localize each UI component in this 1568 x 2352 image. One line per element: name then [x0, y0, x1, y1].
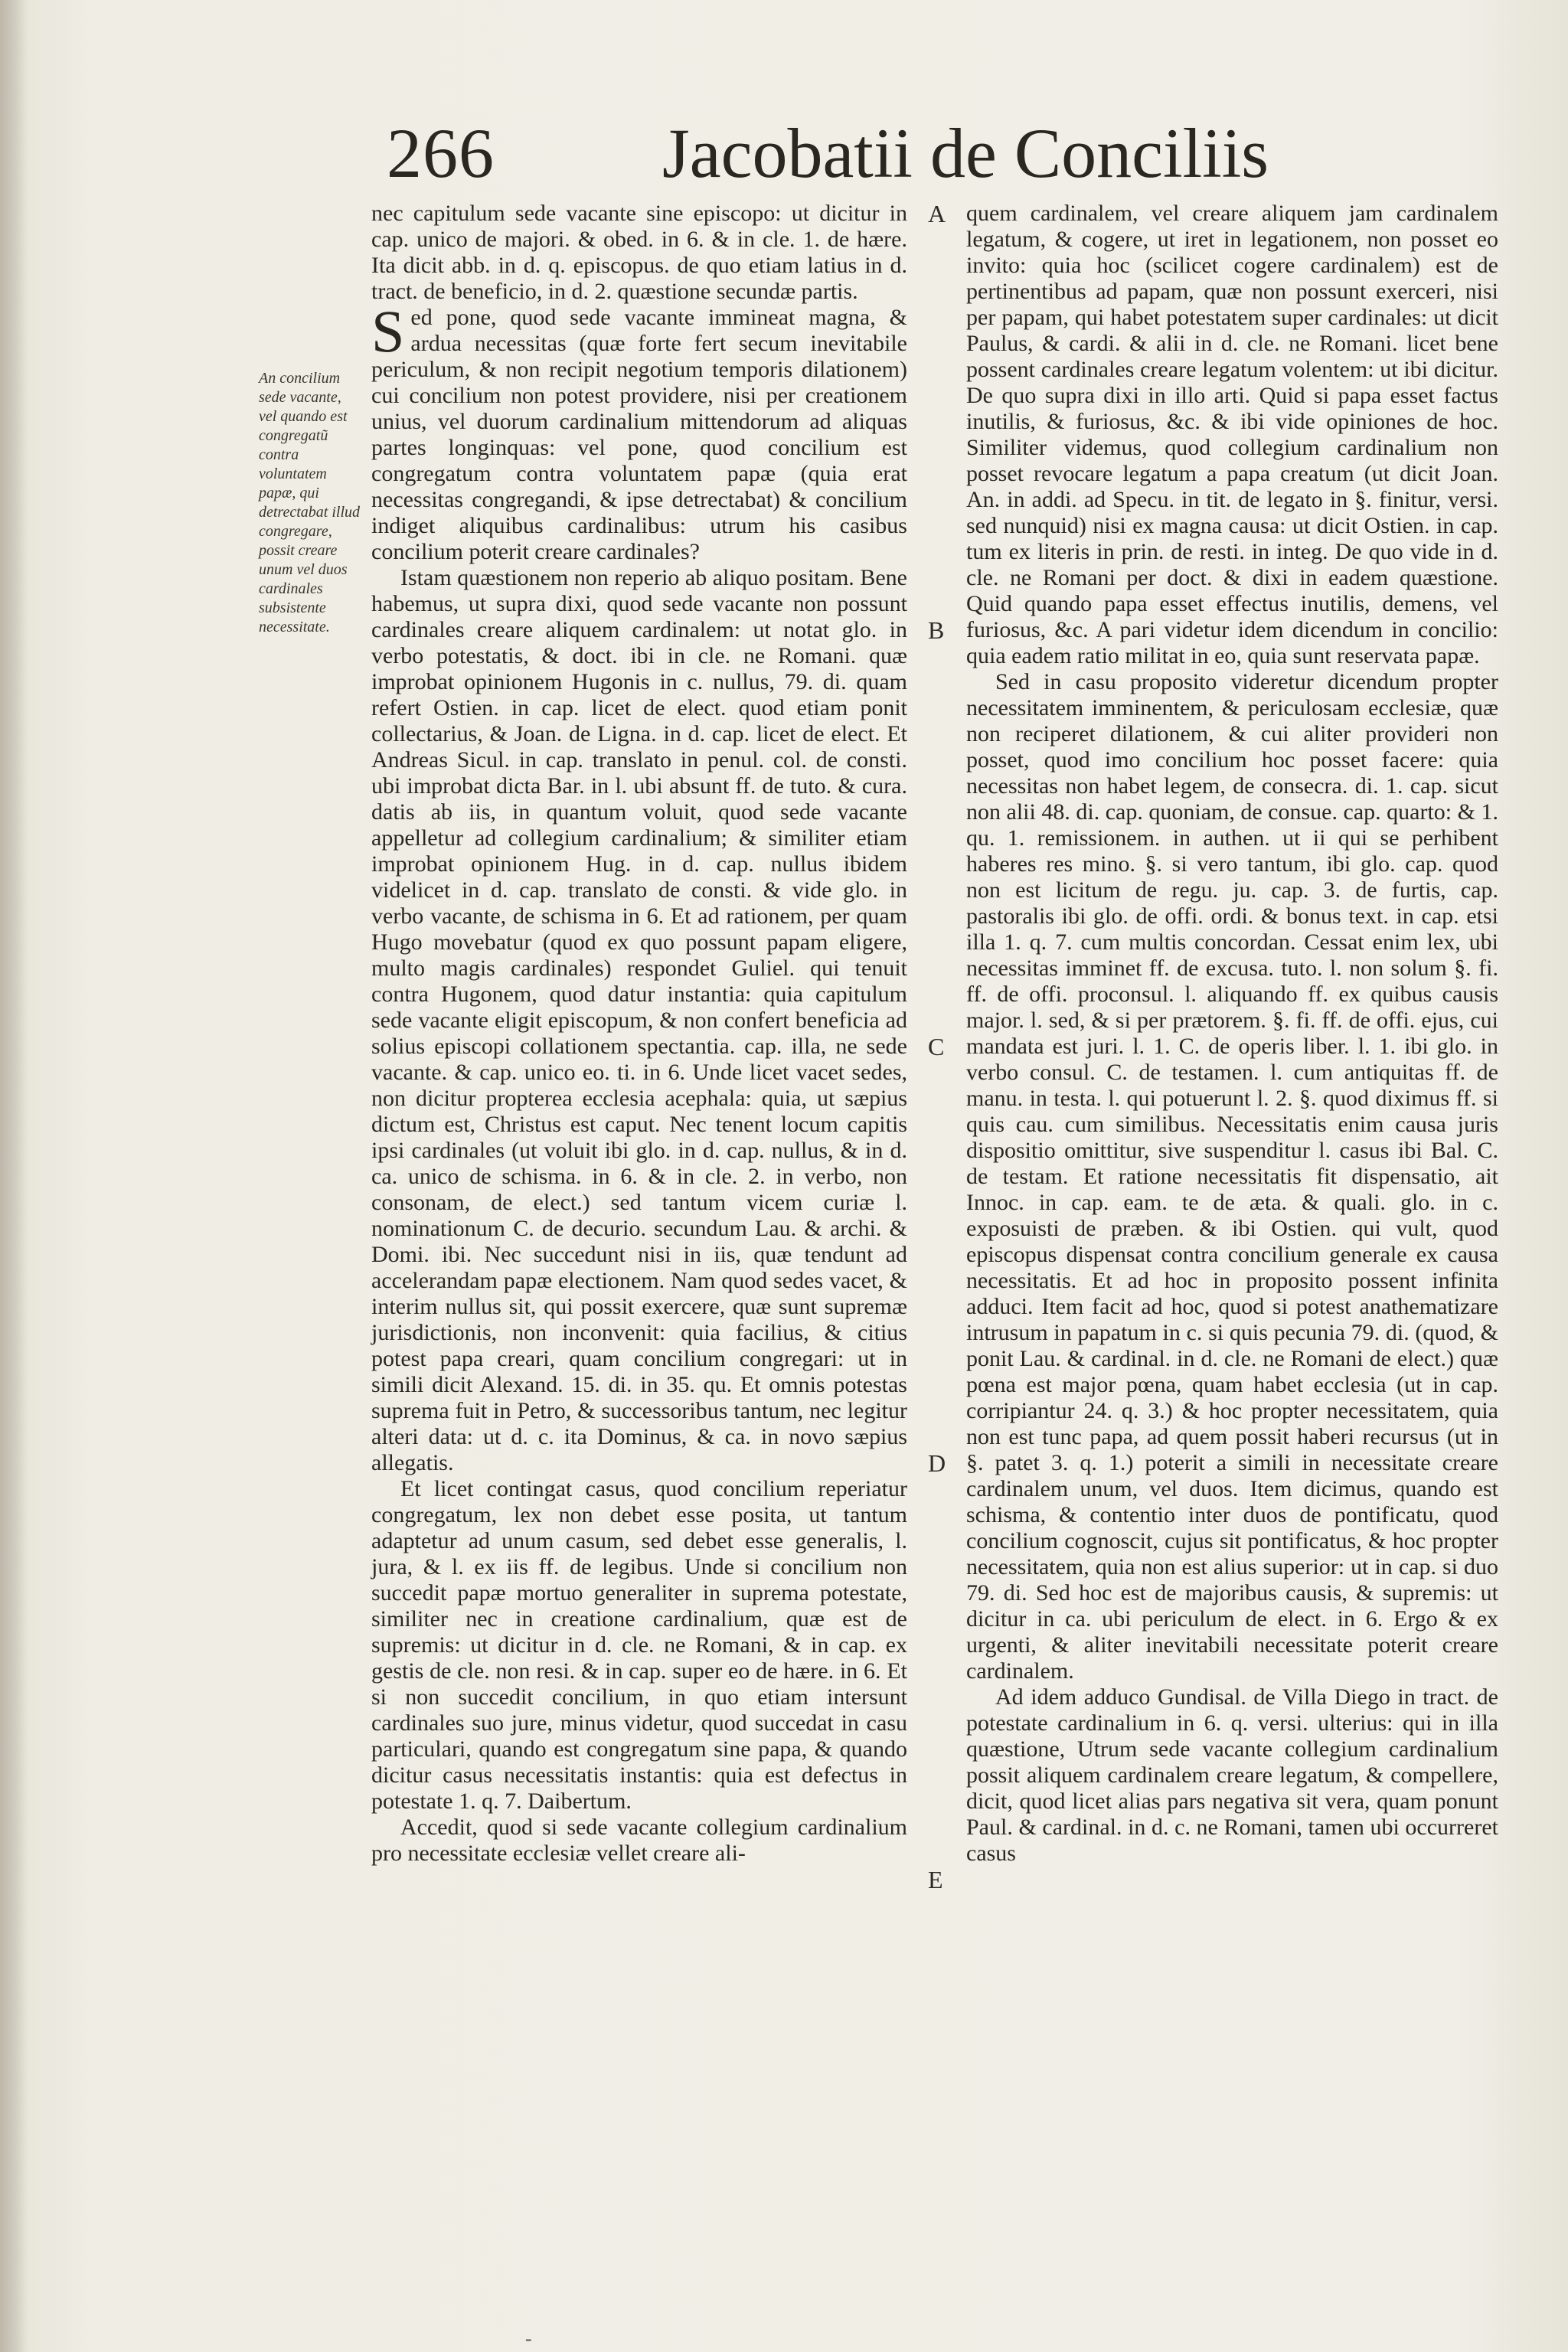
right-column [966, 201, 1498, 1867]
section-letter-b: B [928, 616, 945, 644]
section-letter-d: D [928, 1449, 946, 1477]
paragraph-with-initial [371, 298, 907, 565]
margin-note: An concilium sede vacante, vel quando est congregatũ contra voluntatem papæ, qui detrectabat illud congregare, possit creare unum vel duos cardinales subsistente necessitate. [259, 370, 361, 635]
left-column [371, 201, 907, 1867]
section-letter-a: A [928, 200, 946, 227]
paragraph: Et licet contingat casus, quod concilium reperiatur congregatum, lex non debet esse posita, ut tantum adaptetur ad unum casum, sed debet esse generalis, l. jura, & l. ex iis ff. de legibus. Unde si concilium non succedit papæ mortuo generaliter in suprema potestate, similiter nec in creatione cardinalium, quæ est de supremis: ut dicitur in d. cle. ne Romani, & in cap. ex gestis de cle. non resi. & in cap. super eo de hære. in 6. Et si non succedit concilium, in quo etiam intersunt cardinales suo jure, minus videtur, quod succedat in casu particulari, quando est congregatum sine papa, & quando dicitur casus necessitatis instantis: quia est defectus in potestate 1. q. 7. Daibertum. [371, 1476, 907, 1814]
running-title: Jacobatii de Conciliis [662, 114, 1269, 192]
drop-cap: S [371, 298, 405, 364]
paragraph-text: ed pone, quod sede vacante immineat magna, & ardua necessitas (quæ forte fert secum inevitabile periculum, & non recipit negotium temporis dilationem) cui concilium non potest providere, nisi per creationem unius, vel duorum cardinalium mittendorum ad aliquas partes longinquas: vel pone, quod concilium est congregatum contra voluntatem papæ (quia erat necessitas congregandi, & ipse detrectabat) & concilium indiget aliquibus cardinalibus: utrum his casibus concilium poterit creare cardinales? [371, 305, 907, 564]
section-letter-c: C [928, 1033, 945, 1060]
paragraph: nec capitulum sede vacante sine episcopo: ut dicitur in cap. unico de majori. & obed. in 6. & in cle. 1. de hære. Ita dicit abb. in d. q. episcopus. de quo etiam latius in d. tract. de beneficio, in d. 2. quæstione secundæ partis. [371, 201, 907, 304]
page-header [387, 114, 1269, 199]
page-number: 266 [387, 114, 495, 192]
paragraph: Sed in casu proposito videretur dicendum propter necessitatem imminentem, & periculosam ecclesiæ, quæ non reciperet dilationem, & cui aliter provideri non posset, quod imo concilium hoc posset facere: quia necessitas non habet legem, de consecra. di. 1. cap. sicut non alii 48. di. cap. quoniam, de consue. cap. quarto: & 1. qu. 1. remissionem. in authen. ut ii qui se perhibent haberes res mino. §. si vero tantum, ibi glo. cap. quod non est licitum de regu. ju. cap. 3. de furtis, cap. pastoralis ibi glo. de offi. ordi. & bonus text. in cap. etsi illa 1. q. 7. cum multis concordan. Cessat enim lex, ubi necessitas imminet ff. de excusa. tuto. l. non solum §. fi. ff. de offi. proconsul. l. aliquando ff. ex quibus causis major. l. sed, & si per prætorem. §. fi. ff. de offi. ejus, cui mandata est juri. l. 1. C. de operis liber. l. 1. ibi glo. in verbo consul. C. de testamen. l. cum antiquitas ff. de manu. in testa. l. qui potuerunt l. 2. §. quod diximus ff. si quis cau. cum similibus. Necessitatis enim causa juris dispositio omittitur, sive suspenditur l. casus ibi Bal. C. de testam. Et ratione necessitatis fit dispensatio, ait Innoc. in cap. eam. te de ætа. & quali. glo. in c. exposuisti de præben. & ibi Ostien. qui vult, quod episcopus dispensat contra concilium generale ex causa necessitatis. Et ad hoc in proposito possent infinita adduci. Item facit ad hoc, quod si potest anathematizare intrusum in papatum in c. si quis pecunia 79. di. (quod, & ponit Lau. & cardinal. in d. cle. ne Romani de elect.) quæ pœna est major pœna, quam habet ecclesia (ut in cap. corripiantur 24. q. 3.) & hoc propter necessitatem, quia non est tunc papa, ad quem possit haberi recursus (ut in §. patet 3. q. 1.) poterit a simili in necessitate creare cardinalem unum, vel duos. Item dicimus, quando est schisma, & contentio inter duos de pontificatu, quod concilium cognoscit, cujus sit pontificatus, & hoc propter necessitatem, quia non est alius superior: ut in cap. si duo 79. di. Sed hoc est de majoribus causis, & supremis: ut dicitur in ca. ubi periculum de elect. in 6. Ergo & ex urgenti, & aliter inevitabili necessitate poterit creare cardinalem. [966, 669, 1498, 1684]
paragraph: quem cardinalem, vel creare aliquem jam cardinalem legatum, & cogere, ut iret in legationem, non posset eo invito: quia hoc (scilicet cogere cardinalem) est de pertinentibus ad papam, quæ non possunt exerceri, nisi per papam, qui habet potestatem super cardinales: ut dicit Paulus, & cardi. & alii in d. cle. ne Romani. licet bene possent cardinales creare legatum volentem: ut ibi dicitur. De quo supra dixi in illo arti. Quid si papa esset factus inutilis, & furiosus, &c. & ibi vide opiniones de hoc. Similiter videmus, quod collegium cardinalium non posset revocare legatum a papa creatum (ut dicit Joan. An. in addi. ad Specu. in tit. de legato in §. finitur, versi. sed nunquid) nisi ex magna causa: ut dicit Ostien. in cap. tum ex literis in prin. de resti. in integ. De quo vide in d. cle. ne Romani per doct. & dixi in eadem quæstione. Quid quando papa esset effectus inutilis, demens, vel furiosus, &c. A pari videtur idem dicendum in concilio: quia eadem ratio militat in eo, quia sunt reservata papæ. [966, 201, 1498, 668]
section-letter-e: E [928, 1866, 943, 1893]
paragraph: Ad idem adduco Gundisal. de Villa Diego in tract. de potestate cardinalium in 6. q. versi. ulterius: qui in illa quæstione, Utrum sede vacante collegium cardinalium possit aliquem cardinalem creare legatum, & compellere, dicit, quod licet alias pars negativa sit vera, quam ponunt Paul. & cardinal. in d. c. ne Romani, tamen ubi occurreret casus [966, 1684, 1498, 1866]
paragraph: Istam quæstionem non reperio ab aliquo positam. Bene habemus, ut supra dixi, quod sede vacante non possunt cardinales creare aliquem cardinalem: ut notat glo. in verbo potestatis, & doct. ibi in cle. ne Romani. quæ improbat opinionem Hugonis in c. nullus, 79. di. quam refert Ostien. in cap. licet de elect. quod etiam ponit collectarius, & Joan. de Ligna. in d. cap. licet de elect. Et Andreas Sicul. in cap. translato in penul. col. de consti. ubi improbat dicta Bar. in l. ubi absunt ff. de tuto. & cura. datis ab iis, in quantum voluit, quod sede vacante appelletur ad collegium cardinalium; & similiter etiam improbat opinionem Hug. in d. cap. nullus ibidem videlicet in d. cap. translato de consti. & vide glo. in verbo vacante, de schisma in 6. Et ad rationem, per quam Hugo movebatur (quod ex quo possunt papam eligere, multo magis cardinales) respondet Guliel. qui tenuit contra Hugonem, quod datur instantia: quia capitulum sede vacante eligit episcopum, & non confert beneficia ad solius episcopi collationem spectantia. cap. illa, ne sede vacante. & cap. unico eo. ti. in 6. Unde licet vacet sedes, non dicitur propterea ecclesia acephala: quia, ut sæpius dictum est, Christus est caput. Nec tenent locum capitis ipsi cardinales (ut voluit ibi glo. in d. cap. nullus, & in d. ca. unico de schisma. in 6. & in cle. 2. in verbo, non consonam, de elect.) sed tantum vicem curiæ l. nominationum C. de decurio. secundum Lau. & archi. & Domi. ibi. Nec succedunt nisi in iis, quæ tendunt ad accelerandam papæ electionem. Nam quod sedes vacet, & interim nullus sit, qui possit exercere, quæ sunt supremæ jurisdictionis, non inconvenit: quia facilius, & citius potest papa creari, quam concilium congregari: ut in simili dicit Alexand. 15. di. in 35. qu. Et omnis potestas suprema fuit in Petro, & successoribus tantum, nec legitur alteri data: ut d. c. ita Dominus, & ca. in novo sæpius allegatis. [371, 565, 907, 1475]
paragraph: Accedit, quod si sede vacante collegium cardinalium pro necessitate ecclesiæ vellet creare ali- [371, 1815, 907, 1866]
footer-mark: - [525, 2328, 532, 2350]
gutter-shadow [0, 0, 28, 2352]
